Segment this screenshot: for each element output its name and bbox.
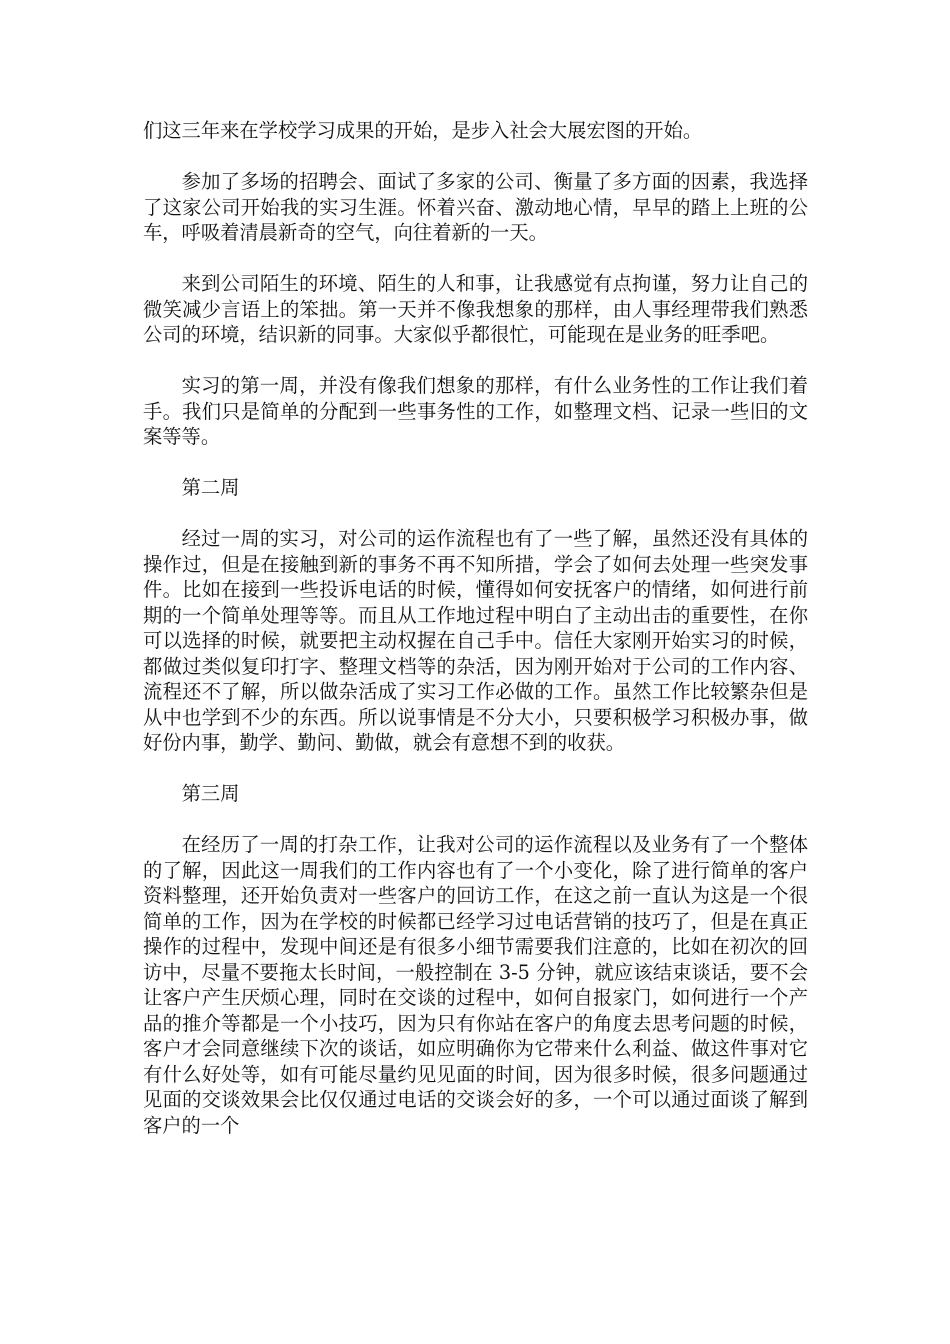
section-heading-week-two: 第二周 <box>181 476 240 499</box>
paragraph-first-week: 实习的第一周，并没有像我们想象的那样，有什么业务性的工作让我们着手。我们只是简单的分配到一些事务性的工作，如整理文档、记录一些旧的文案等等。 <box>143 374 808 448</box>
paragraph-first-day: 来到公司陌生的环境、陌生的人和事，让我感觉有点拘谨，努力让自己的微笑减少言语上的笨拙。第一天并不像我想象的那样，由人事经理带我们熟悉公司的环境，结识新的同事。大家似乎都很忙，可能现在是业务的旺季吧。 <box>143 272 808 346</box>
document-page <box>143 118 808 1164</box>
section-heading-week-three: 第三周 <box>181 782 240 805</box>
paragraph-continuation: 们这三年来在学校学习成果的开始，是步入社会大展宏图的开始。 <box>143 119 703 142</box>
paragraph-week-three: 在经历了一周的打杂工作，让我对公司的运作流程以及业务有了一个整体的了解，因此这一周我们的工作内容也有了一个小变化，除了进行简单的客户资料整理，还开始负责对一些客户的回访工作，在这之前一直认为这是一个很简单的工作，因为在学校的时候都已经学习过电话营销的技巧了，但是在真正操作的过程中，发现中间还是有很多小细节需要我们注意的，比如在初次的回访中，尽量不要拖太长时间，一般控制在 3-5 分钟，就应该结束谈话，要不会让客户产生厌烦心理，同时在交谈的过程中，如何自报家门，如何进行一个产品的推介等都是一个小技巧，因为只有你站在客户的角度去思考问题的时候，客户才会同意继续下次的谈话，如应明确你为它带来什么利益、做这件事对它有什么好处等，如有可能尽量约见见面的时间，因为很多时候，很多问题通过见面的交谈效果会比仅仅通过电话的交谈会好的多，一个可以通过面谈了解到客户的一个 <box>143 833 808 1137</box>
paragraph-job-fair: 参加了多场的招聘会、面试了多家的公司、衡量了多方面的因素，我选择了这家公司开始我的实习生涯。怀着兴奋、激动地心情，早早的踏上上班的公车，呼吸着清晨新奇的空气，向往着新的一天。 <box>143 170 808 244</box>
paragraph-week-two: 经过一周的实习，对公司的运作流程也有了一些了解，虽然还没有具体的操作过，但是在接触到新的事务不再不知所措，学会了如何去处理一些突发事件。比如在接到一些投诉电话的时候，懂得如何安抚客户的情绪，如何进行前期的一个简单处理等等。而且从工作地过程中明白了主动出击的重要性，在你可以选择的时候，就要把主动权握在自己手中。信任大家刚开始实习的时候，都做过类似复印打字、整理文档等的杂活，因为刚开始对于公司的工作内容、流程还不了解，所以做杂活成了实习工作必做的工作。虽然工作比较繁杂但是从中也学到不少的东西。所以说事情是不分大小，只要积极学习积极办事，做好份内事，勤学、勤问、勤做，就会有意想不到的收获。 <box>143 527 808 754</box>
